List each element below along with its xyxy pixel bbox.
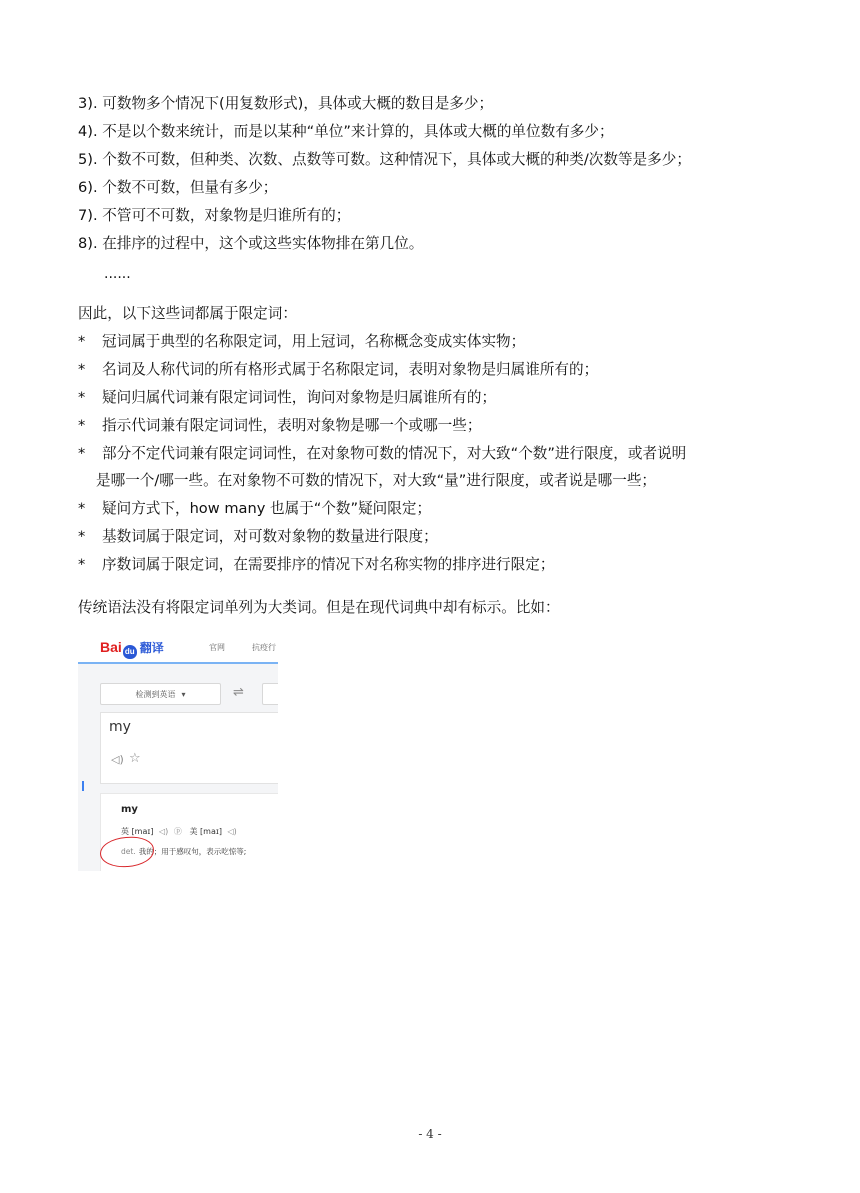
bullet-item [78, 360, 598, 380]
source-language-select[interactable] [100, 683, 221, 705]
part-of-speech: det. [121, 847, 136, 856]
bullet-text: 序数词属于限定词，在需要排序的情况下对名称实物的排序进行限定； [102, 556, 555, 573]
ellipsis: ...... [104, 266, 131, 282]
bullet-item [78, 527, 438, 547]
bullet-text: 部分不定代词兼有限定词词性，在对象物可数的情况下，对大致“个数”进行限度，或者说明 [102, 445, 687, 462]
nav-link-official[interactable]: 官网 [209, 643, 225, 652]
numbered-item-6: 6). 个数不可数，但量有多少； [78, 179, 278, 196]
numbered-item-4: 4). 不是以个数来统计，而是以某种“单位”来计算的，具体或大概的单位数有多少； [78, 123, 614, 140]
chevron-down-icon: ▾ [181, 689, 186, 699]
speaker-icon[interactable]: ◁) [111, 753, 124, 766]
pron-uk: [maɪ] [131, 827, 154, 836]
target-language-select[interactable] [262, 683, 278, 705]
bullet-item [78, 388, 496, 408]
embedded-screenshot [78, 633, 278, 871]
replay-icon[interactable]: ⓟ [173, 827, 182, 836]
bullet-marker: * [78, 361, 86, 378]
bullet-marker: * [78, 333, 86, 350]
bullet-text: 疑问归属代词兼有限定词词性，询问对象物是归属谁所有的； [102, 389, 497, 406]
logo-fanyi: 翻译 [139, 641, 164, 655]
bullet-item [78, 555, 554, 575]
bullet-text: 指示代词兼有限定词词性，表明对象物是哪一个或哪一些； [102, 417, 482, 434]
bullet-text: 名词及人称代词的所有格形式属于名称限定词，表明对象物是归属谁所有的； [102, 361, 599, 378]
bullet-marker: * [78, 528, 86, 545]
numbered-item-3: 3). 可数物多个情况下(用复数形式)，具体或大概的数目是多少； [78, 95, 494, 112]
result-word: my [121, 804, 138, 815]
bullet-item [78, 444, 686, 464]
page-number: - 4 - [418, 1127, 442, 1141]
numbered-item-8: 8). 在排序的过程中，这个或这些实体物排在第几位。 [78, 235, 424, 252]
speaker-icon[interactable]: ◁) [227, 827, 237, 836]
bullet-text: 疑问方式下，how many 也属于“个数”疑问限定； [102, 500, 432, 517]
bullet-marker: * [78, 417, 86, 434]
bullet-marker: * [78, 445, 86, 462]
logo-text: Bai [100, 639, 122, 655]
star-icon[interactable]: ☆ [129, 751, 141, 766]
site-logo [100, 639, 164, 659]
numbered-item-5: 5). 个数不可数，但种类、次数、点数等可数。这种情况下，具体或大概的种类/次数等是多少； [78, 151, 691, 168]
pron-us-label: 美 [189, 827, 198, 836]
input-text: my [109, 719, 131, 735]
bullet-item [78, 416, 481, 436]
closing-text: 传统语法没有将限定词单列为大类词。但是在现代词典中却有标示。比如： [78, 599, 560, 616]
nav-link-antiepidemic[interactable]: 抗疫行 [252, 643, 276, 652]
bullet-item [78, 332, 525, 352]
swap-languages-icon[interactable]: ⇌ [233, 685, 244, 700]
scroll-indicator [82, 781, 84, 791]
source-language-label: 检测到英语 [135, 689, 176, 699]
bullet-item [78, 499, 431, 519]
bullet-marker: * [78, 556, 86, 573]
paw-icon: du [123, 645, 137, 659]
bullet-marker: * [78, 389, 86, 406]
bullet-marker: * [78, 500, 86, 517]
speaker-icon[interactable]: ◁) [159, 827, 169, 836]
bullet-continuation: 是哪一个/哪一些。在对象物不可数的情况下，对大致“量”进行限度，或者说是哪一些； [96, 472, 657, 489]
pronunciation-row [121, 826, 237, 837]
bullet-text: 冠词属于典型的名称限定词，用上冠词，名称概念变成实体实物； [102, 333, 526, 350]
source-text-input[interactable] [100, 712, 278, 784]
bullet-text: 基数词属于限定词，对可数对象物的数量进行限度； [102, 528, 438, 545]
pron-us: [maɪ] [200, 827, 222, 836]
intro-text: 因此，以下这些词都属于限定词： [78, 305, 297, 322]
site-header [78, 633, 278, 663]
numbered-item-7: 7). 不管可不可数，对象物是归谁所有的； [78, 207, 351, 224]
pron-uk-label: 英 [121, 827, 129, 836]
definition-text: 我的；用于感叹句，表示吃惊等; [138, 847, 247, 856]
